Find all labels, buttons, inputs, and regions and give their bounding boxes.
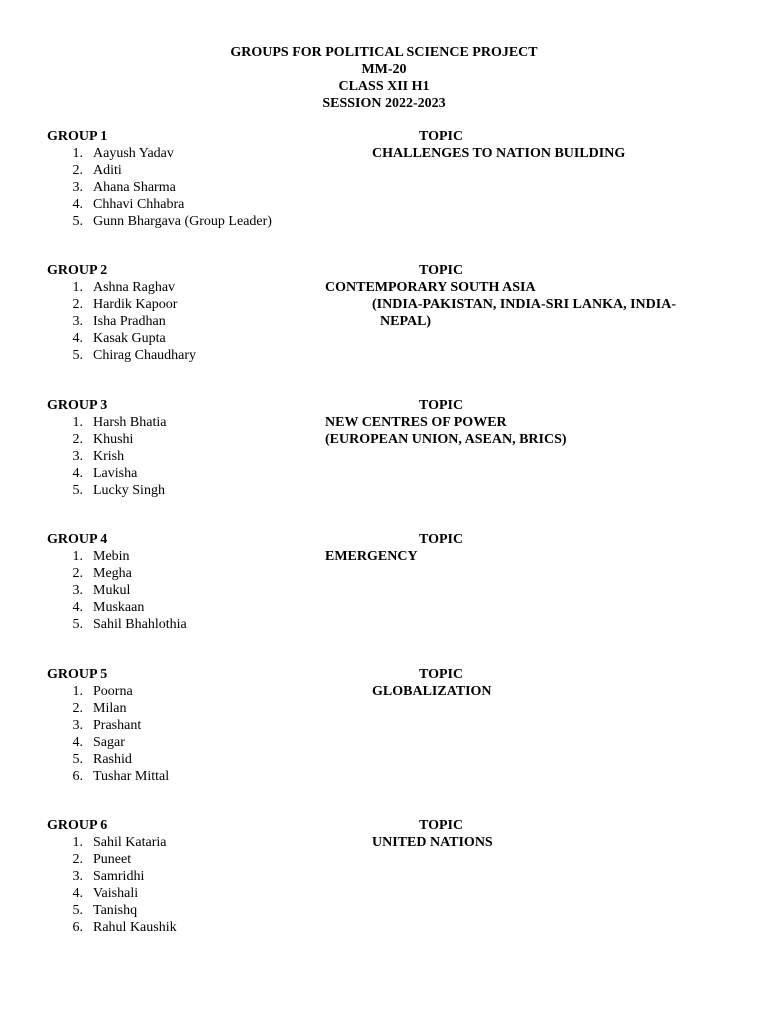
topic-title: EMERGENCY (325, 549, 418, 564)
member-name: Megha (93, 566, 132, 581)
item-number: 2. (72, 701, 83, 716)
member-name: Prashant (93, 718, 142, 733)
member-name: Tushar Mittal (93, 769, 170, 784)
item-number: 4. (72, 600, 83, 615)
topic-title: UNITED NATIONS (372, 835, 493, 850)
item-number: 3. (72, 718, 83, 733)
topic-subtitle: (EUROPEAN UNION, ASEAN, BRICS) (325, 432, 567, 447)
item-number: 2. (72, 566, 83, 581)
member-name: Puneet (93, 852, 132, 867)
member-name: Aayush Yadav (93, 146, 174, 161)
item-number: 3. (72, 869, 83, 884)
topic-label: TOPIC (419, 532, 464, 547)
member-name: Gunn Bhargava (Group Leader) (93, 214, 272, 229)
group-name: GROUP 2 (47, 263, 108, 278)
group-name: GROUP 3 (47, 398, 108, 413)
item-number: 1. (72, 835, 83, 850)
topic-title: CONTEMPORARY SOUTH ASIA (325, 280, 536, 295)
max-marks: MM-20 (361, 62, 407, 77)
member-name: Ashna Raghav (93, 280, 176, 295)
item-number: 5. (72, 752, 83, 767)
item-number: 1. (72, 684, 83, 699)
member-name: Ahana Sharma (93, 180, 176, 195)
member-name: Vaishali (93, 886, 139, 901)
item-number: 1. (72, 146, 83, 161)
item-number: 4. (72, 197, 83, 212)
item-number: 2. (72, 432, 83, 447)
item-number: 2. (72, 297, 83, 312)
member-name: Sahil Bhahlothia (93, 617, 187, 632)
topic-label: TOPIC (419, 129, 464, 144)
document-title: GROUPS FOR POLITICAL SCIENCE PROJECT (230, 45, 538, 60)
member-name: Aditi (93, 163, 122, 178)
member-name: Milan (93, 701, 127, 716)
topic-label: TOPIC (419, 667, 464, 682)
member-name: Samridhi (93, 869, 145, 884)
topic-label: TOPIC (419, 398, 464, 413)
member-name: Poorna (93, 684, 133, 699)
item-number: 4. (72, 735, 83, 750)
item-number: 1. (72, 415, 83, 430)
document-header (0, 44, 768, 112)
member-name: Rashid (93, 752, 132, 767)
item-number: 3. (72, 180, 83, 195)
member-name: Rahul Kaushik (93, 920, 177, 935)
topic-label: TOPIC (419, 263, 464, 278)
item-number: 5. (72, 348, 83, 363)
class-name: CLASS XII H1 (338, 79, 430, 94)
member-name: Mebin (93, 549, 130, 564)
item-number: 5. (72, 483, 83, 498)
item-number: 1. (72, 280, 83, 295)
item-number: 6. (72, 769, 83, 784)
member-name: Kasak Gupta (93, 331, 166, 346)
member-name: Sahil Kataria (93, 835, 167, 850)
item-number: 5. (72, 214, 83, 229)
member-name: Lucky Singh (93, 483, 165, 498)
topic-label: TOPIC (419, 818, 464, 833)
member-name: Khushi (93, 432, 134, 447)
member-name: Chhavi Chhabra (93, 197, 185, 212)
group-name: GROUP 5 (47, 667, 108, 682)
item-number: 3. (72, 314, 83, 329)
member-name: Chirag Chaudhary (93, 348, 197, 363)
member-name: Tanishq (93, 903, 138, 918)
item-number: 2. (72, 163, 83, 178)
member-name: Isha Pradhan (93, 314, 166, 329)
item-number: 3. (72, 583, 83, 598)
group-name: GROUP 4 (47, 532, 108, 547)
member-name: Harsh Bhatia (93, 415, 167, 430)
member-name: Muskaan (93, 600, 145, 615)
group-name: GROUP 1 (47, 129, 108, 144)
topic-subtitle: (INDIA-PAKISTAN, INDIA-SRI LANKA, INDIA- (372, 297, 677, 312)
item-number: 3. (72, 449, 83, 464)
member-name: Mukul (93, 583, 131, 598)
item-number: 6. (72, 920, 83, 935)
topic-subtitle: NEPAL) (380, 314, 432, 329)
item-number: 1. (72, 549, 83, 564)
item-number: 4. (72, 466, 83, 481)
member-name: Hardik Kapoor (93, 297, 178, 312)
member-name: Sagar (93, 735, 125, 750)
member-name: Lavisha (93, 466, 138, 481)
item-number: 2. (72, 852, 83, 867)
item-number: 5. (72, 903, 83, 918)
topic-title: GLOBALIZATION (372, 684, 492, 699)
topic-title: CHALLENGES TO NATION BUILDING (372, 146, 626, 161)
item-number: 4. (72, 886, 83, 901)
group-name: GROUP 6 (47, 818, 108, 833)
topic-title: NEW CENTRES OF POWER (325, 415, 507, 430)
item-number: 4. (72, 331, 83, 346)
item-number: 5. (72, 617, 83, 632)
member-name: Krish (93, 449, 125, 464)
session: SESSION 2022-2023 (322, 96, 446, 111)
